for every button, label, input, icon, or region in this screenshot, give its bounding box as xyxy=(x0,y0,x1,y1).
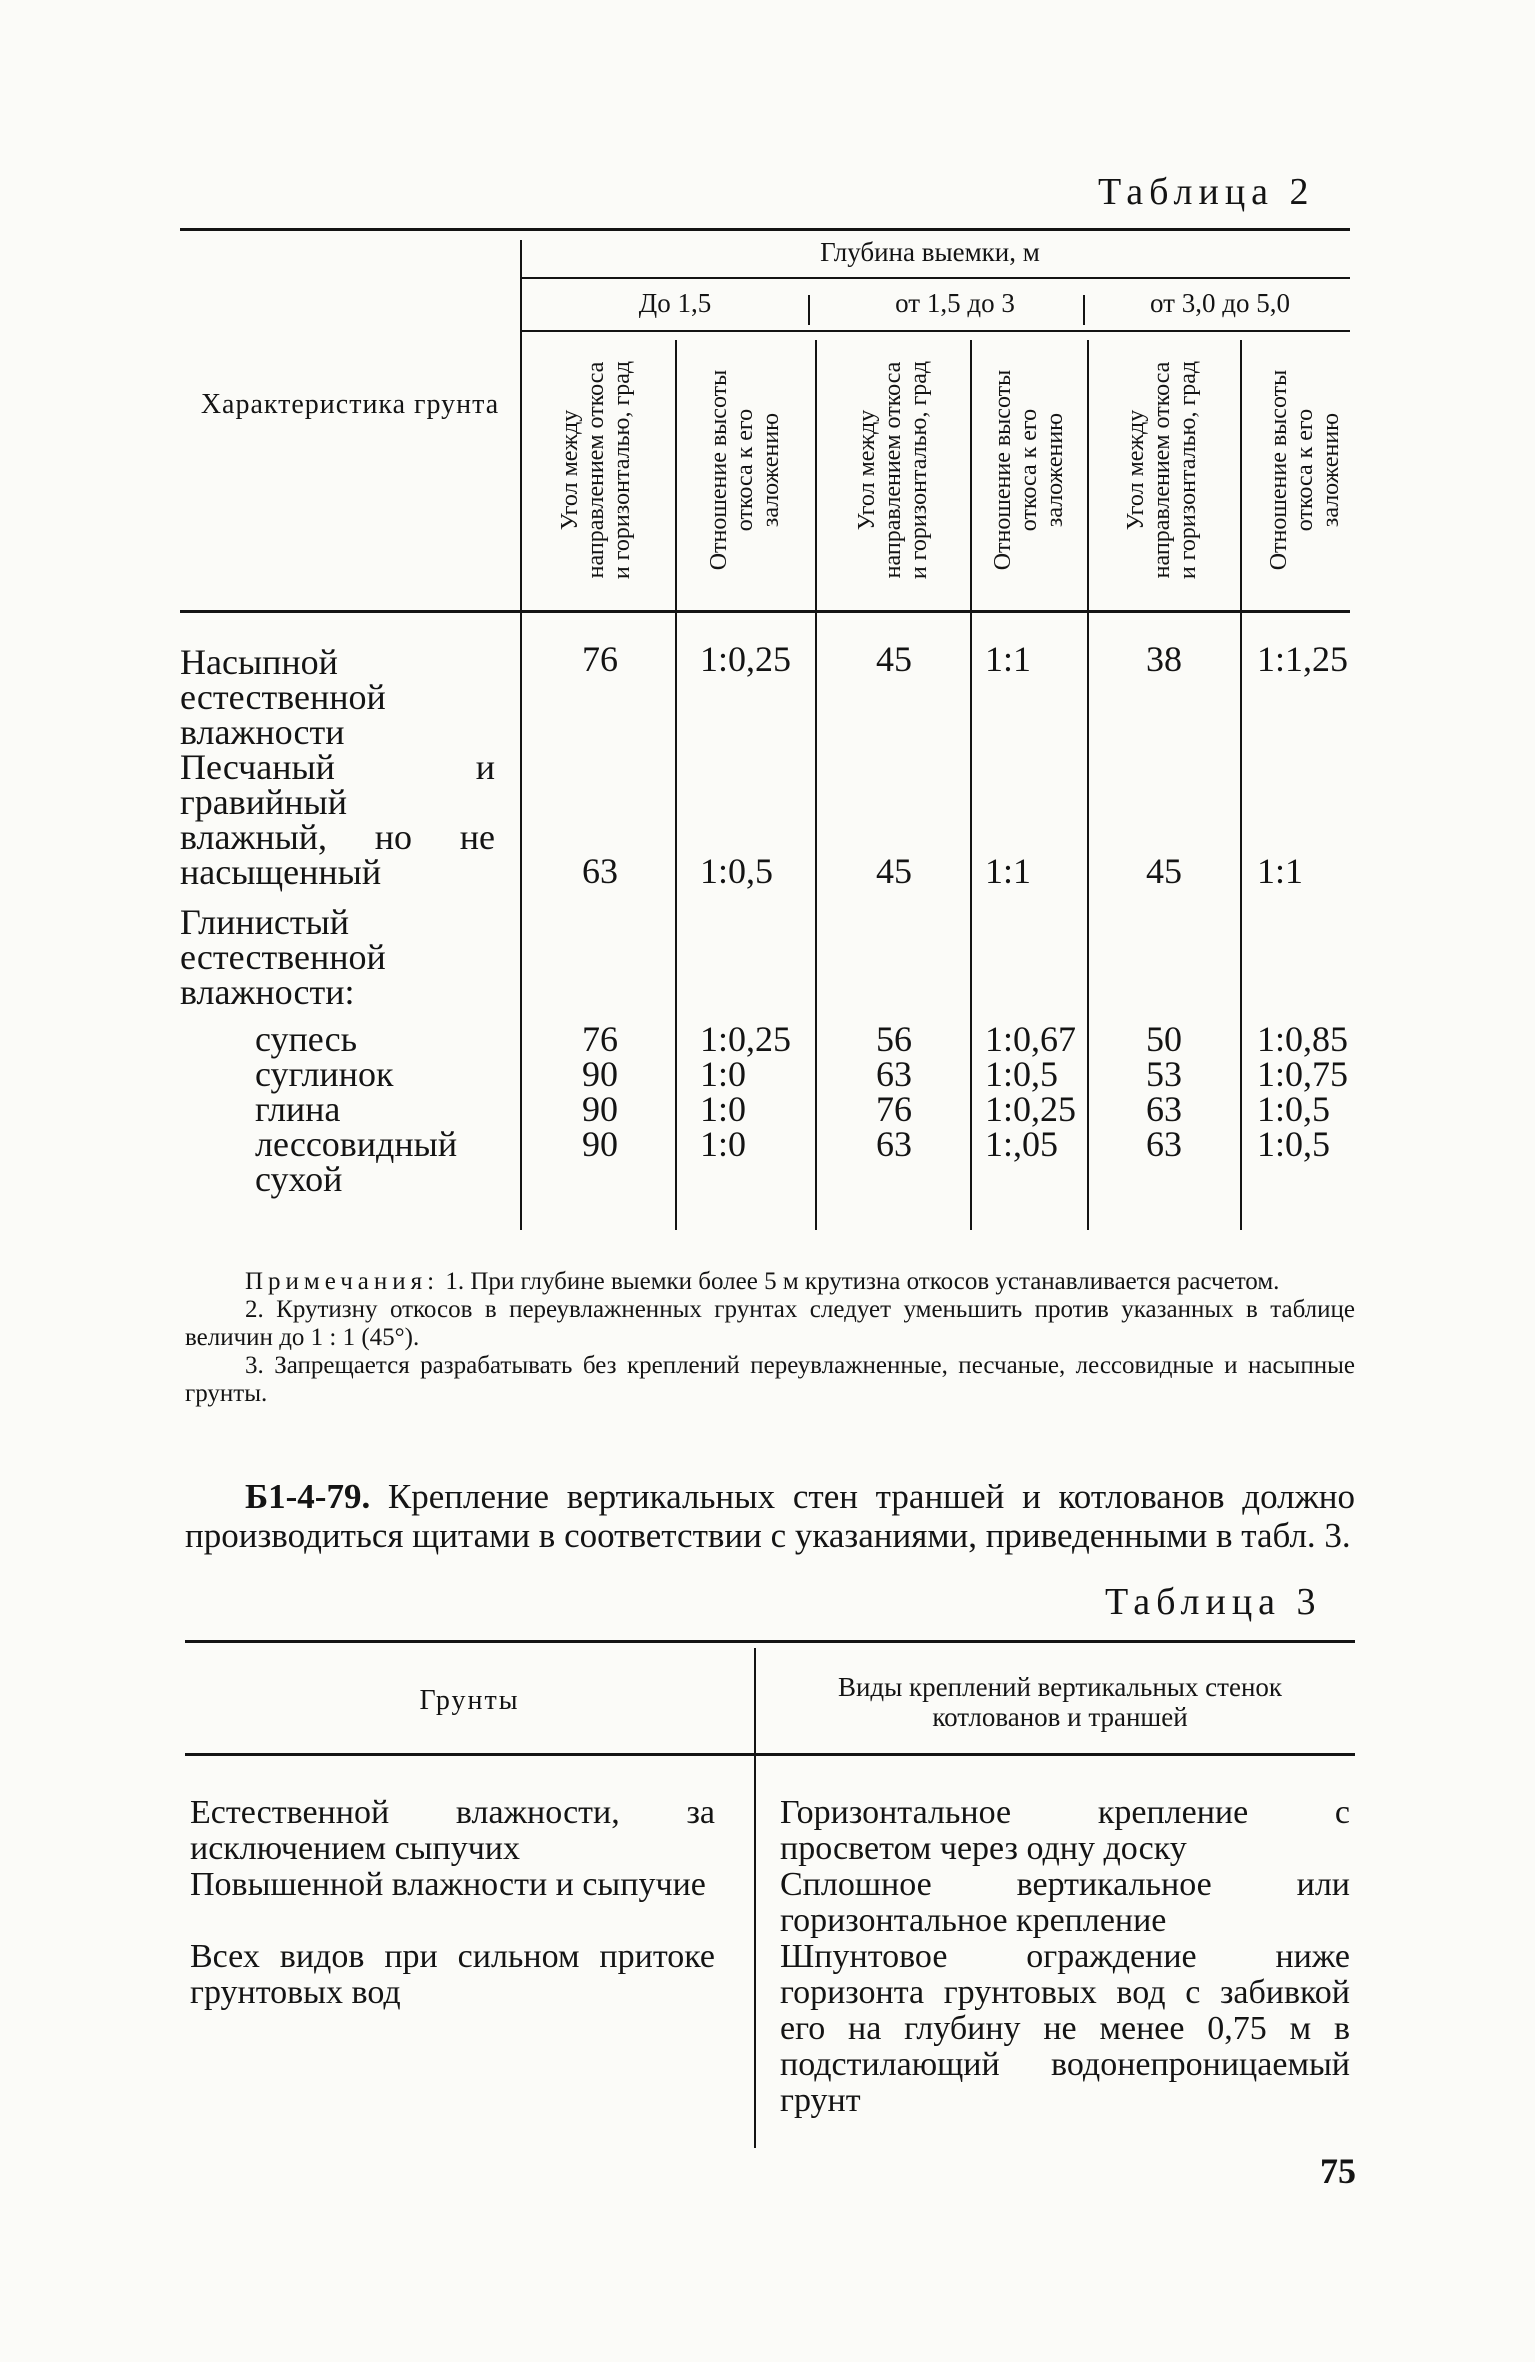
table3-type: Шпунтовое ограждение ниже горизонта грунтовых вод с забивкой его на глубину не менее 0,75 м в подстилающий водонепроницаемый грунт xyxy=(780,1938,1350,2119)
table3-col1-header: Грунты xyxy=(419,1685,520,1716)
table2-range-divider xyxy=(808,295,810,325)
table2-cell: 90 xyxy=(582,1124,618,1164)
table2-depth-header: Глубина выемки, м xyxy=(820,237,1040,267)
table2-subheader-angle-1: Угол между направлением откоса и горизонталью, град xyxy=(557,360,635,580)
table2-range-1: До 1,5 xyxy=(638,288,712,318)
table2-cell: 1:0,25 xyxy=(700,639,792,679)
table2-cell: 1:0,5 xyxy=(700,851,774,891)
table3-header-rule xyxy=(185,1753,1355,1756)
table2-cell: 1:0,5 xyxy=(1257,1089,1331,1129)
table2-range-divider xyxy=(1083,295,1085,325)
table2-cell: 1:1,25 xyxy=(1257,639,1349,679)
note-item: 2. Крутизну откосов в переувлажненных грунтах следует уменьшить против указанных в таблице величин до 1 : 1 (45°). xyxy=(185,1296,1355,1351)
table2-cell: 90 xyxy=(582,1089,618,1129)
table2-row-label: Глинистый естественной влажности: xyxy=(180,902,386,1012)
table2-char-header: Характеристика грунта xyxy=(200,389,500,420)
table2-row-label: Насыпной естественной влажности xyxy=(180,642,386,752)
table2-cell: 63 xyxy=(1146,1089,1182,1129)
table2-row-label: супесь xyxy=(255,1019,358,1059)
note-item: 3. Запрещается разрабатывать без креплений переувлажненные, песчаные, лессовидные и насыпные грунты. xyxy=(185,1352,1355,1407)
table2-cell: 1:0 xyxy=(700,1124,747,1164)
table2-col-divider xyxy=(675,340,677,1230)
table2-subheader-ratio-2: Отношение высоты откоса к его заложению xyxy=(990,369,1068,571)
table2-cell: 1:1 xyxy=(985,851,1032,891)
table3-top-rule xyxy=(185,1640,1355,1643)
table2-col-divider xyxy=(815,340,817,1230)
table2-subheader-ratio-3: Отношение высоты откоса к его заложению xyxy=(1266,369,1344,571)
table2-cell: 76 xyxy=(876,1089,912,1129)
table3-soil: Повышенной влажности и сыпучие xyxy=(190,1866,706,1903)
table2-range-rule xyxy=(520,330,1350,332)
table2-cell: 1:1 xyxy=(1257,851,1304,891)
table2-cell: 1:1 xyxy=(985,639,1032,679)
table2-row-label: глина xyxy=(255,1089,341,1129)
table2-cell: 1:,05 xyxy=(985,1124,1059,1164)
table2-caption: Таблица 2 xyxy=(1098,171,1315,213)
table2-header-rule xyxy=(180,610,1350,613)
notes-title: Примечания: xyxy=(245,1268,440,1295)
table2-cell: 76 xyxy=(582,1019,618,1059)
table2-cell: 56 xyxy=(876,1019,912,1059)
table3-divider xyxy=(754,1648,756,2148)
table2-range-3: от 3,0 до 5,0 xyxy=(1150,288,1290,318)
table2-cell: 63 xyxy=(582,851,618,891)
table2-cell: 1:0 xyxy=(700,1089,747,1129)
table2-cell: 76 xyxy=(582,639,618,679)
table2-row-label: Песчаный и гравийный влажный, но не насыщенный xyxy=(180,747,495,892)
table3-caption: Таблица 3 xyxy=(1105,1581,1322,1623)
table2-subheader-angle-2: Угол между направлением откоса и горизонталью, град xyxy=(854,360,932,580)
table3-soil: Естественной влажности, за исключением сыпучих xyxy=(190,1794,715,1867)
table2-cell: 63 xyxy=(876,1054,912,1094)
page-number: 75 xyxy=(1320,2151,1356,2191)
table2-row-label: суглинок xyxy=(255,1054,394,1094)
table2-divider-main xyxy=(520,240,522,1230)
paragraph-id: Б1-4-79. xyxy=(245,1477,371,1516)
table2-cell: 53 xyxy=(1146,1054,1182,1094)
table2-depth-rule xyxy=(520,277,1350,279)
table2-subheader-ratio-1: Отношение высоты откоса к его заложению xyxy=(706,369,784,571)
table2-row-label: лессовидный сухой xyxy=(255,1124,458,1199)
table3-type: Сплошное вертикальное или горизонтальное крепление xyxy=(780,1866,1350,1939)
paragraph-text: Крепление вертикальных стен траншей и котлованов должно производиться щитами в соответствии с указаниями, приведенными в табл. 3. xyxy=(185,1477,1356,1555)
table2-cell: 1:0,25 xyxy=(985,1089,1077,1129)
table2-subheader-angle-3: Угол между направлением откоса и горизонталью, град xyxy=(1123,360,1201,580)
table2-cell: 63 xyxy=(876,1124,912,1164)
table2-cell: 1:0,75 xyxy=(1257,1054,1349,1094)
note-item: 1. При глубине выемки более 5 м крутизна откосов устанавливается расчетом. xyxy=(445,1268,1280,1295)
table2-cell: 1:0,5 xyxy=(1257,1124,1331,1164)
table2-cell: 45 xyxy=(876,639,912,679)
notes xyxy=(185,1268,1355,1408)
paragraph-b1-4-79 xyxy=(185,1477,1355,1555)
table3-type: Горизонтальное крепление с просветом через одну доску xyxy=(780,1794,1350,1867)
table2-cell: 1:0,85 xyxy=(1257,1019,1349,1059)
table2-cell: 1:0,25 xyxy=(700,1019,792,1059)
table2-cell: 1:0,67 xyxy=(985,1019,1077,1059)
table2-cell: 90 xyxy=(582,1054,618,1094)
table3-soil: Всех видов при сильном притоке грунтовых вод xyxy=(190,1938,715,2011)
table2-cell: 1:0 xyxy=(700,1054,747,1094)
table2-cell: 45 xyxy=(876,851,912,891)
table2-cell: 38 xyxy=(1146,639,1182,679)
table2-top-rule xyxy=(180,228,1350,231)
table2-cell: 63 xyxy=(1146,1124,1182,1164)
table3-col2-header: Виды креплений вертикальных стенок котлованов и траншей xyxy=(837,1672,1283,1732)
table2-range-2: от 1,5 до 3 xyxy=(895,288,1015,318)
table2-cell: 1:0,5 xyxy=(985,1054,1059,1094)
table2-cell: 45 xyxy=(1146,851,1182,891)
table2-cell: 50 xyxy=(1146,1019,1182,1059)
